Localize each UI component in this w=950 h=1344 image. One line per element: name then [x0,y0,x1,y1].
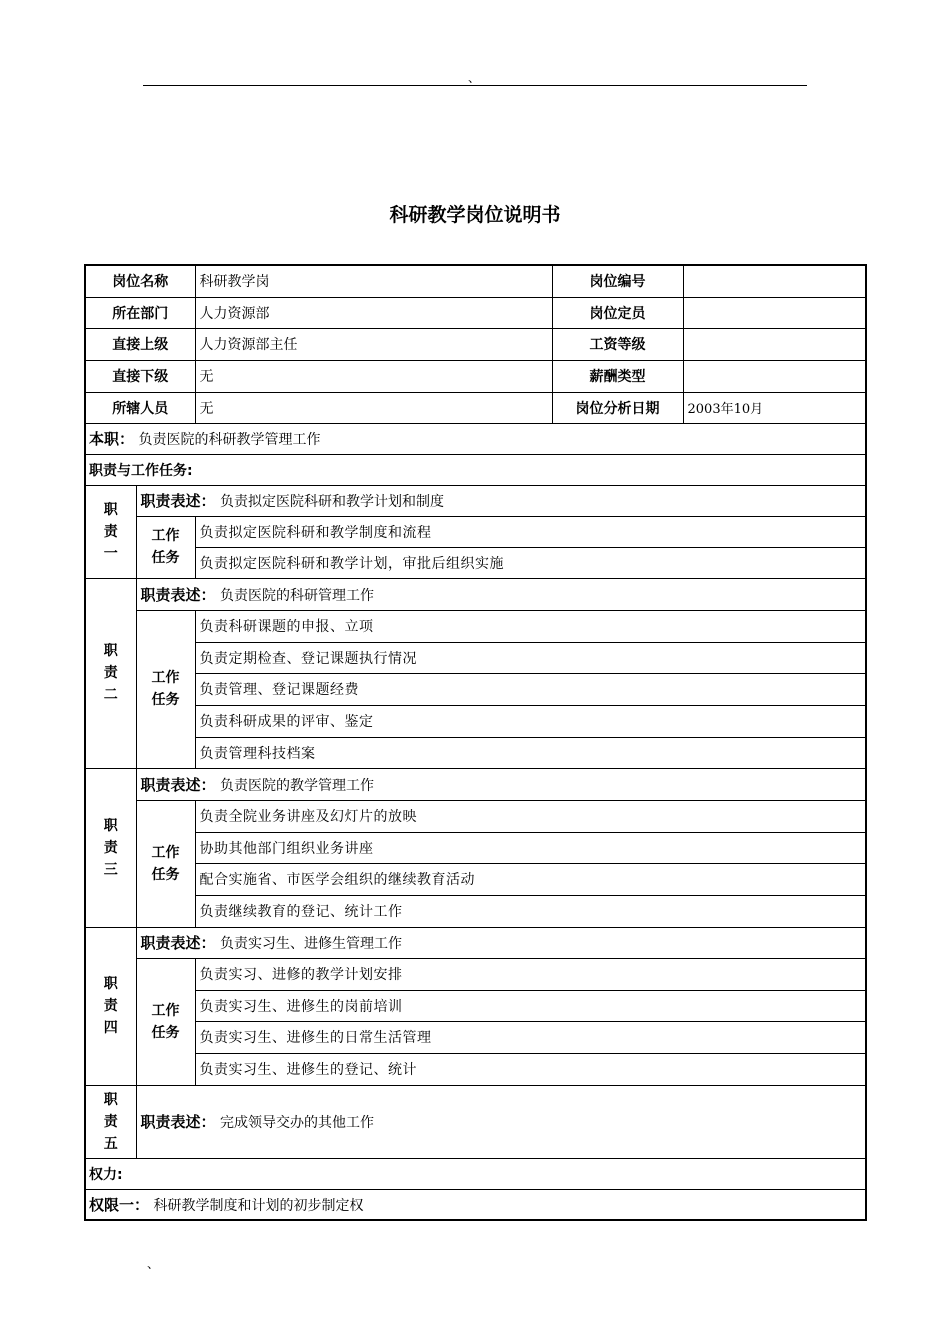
duty-5-desc-row [85,1085,866,1158]
footer-mark: 、 [147,1257,160,1271]
position-code-label: 岗位编号 [552,265,683,297]
duty-2-description: 负责医院的科研管理工作 [219,587,374,604]
duty-3-description: 负责医院的教学管理工作 [219,777,374,794]
power-header: 权力: [85,1158,866,1189]
duty-4-task-row [85,958,866,990]
duty-4-task-row [85,990,866,1021]
duty-2-task-3: 负责管理、登记课题经费 [195,673,866,705]
info-row-subordinate [85,360,866,392]
duty-1-task-row [85,516,866,547]
duty-5-desc-label: 职责表述： [140,1113,216,1131]
info-row-superior [85,328,866,360]
duty-3-task-row [85,863,866,895]
analysis-date-label: 岗位分析日期 [552,392,683,423]
duty-2-task-row [85,705,866,737]
power-item-1-label: 权限一： [89,1195,150,1214]
analysis-date-value: 2003年10月 [683,392,866,423]
duty-3-desc-label: 职责表述： [140,775,216,794]
duty-2-task-row [85,642,866,673]
duty-3-task-row [85,895,866,927]
direct-subordinate-value: 无 [195,360,552,392]
document-title: 科研教学岗位说明书 [389,204,561,226]
duty-1-description: 负责拟定医院科研和教学计划和制度 [219,494,444,510]
info-row-dept [85,297,866,328]
duty-4-tasks-label: 工作 任务 [136,958,195,1085]
position-name-label: 岗位名称 [85,265,195,297]
duty-2-task-1: 负责科研课题的申报、立项 [195,610,866,642]
main-duty-label: 本职： [89,430,135,448]
main-duty-row [85,423,866,454]
duty-2-desc-row [85,578,866,610]
duty-5-description: 完成领导交办的其他工作 [219,1115,374,1131]
header-mark: 、 [468,71,481,85]
duty-4-task-1: 负责实习、进修的教学计划安排 [195,958,866,990]
duty-4-task-2: 负责实习生、进修生的岗前培训 [195,990,866,1021]
duty-2-task-5: 负责管理科技档案 [195,737,866,768]
direct-superior-label: 直接上级 [85,328,195,360]
managed-staff-label: 所辖人员 [85,392,195,423]
duty-3-task-4: 负责继续教育的登记、统计工作 [195,895,866,927]
duty-3-task-2: 协助其他部门组织业务讲座 [195,832,866,863]
duties-header: 职责与工作任务: [85,454,866,485]
duty-3-task-1: 负责全院业务讲座及幻灯片的放映 [195,800,866,832]
info-row-name [85,265,866,297]
duties-header-row [85,454,866,485]
info-row-managed [85,392,866,423]
duty-2-task-2: 负责定期检查、登记课题执行情况 [195,642,866,673]
duty-4-desc-row [85,927,866,958]
position-code-value [683,265,866,297]
duty-3-tasks-label: 工作 任务 [136,800,195,927]
duty-2-label: 职 责 二 [85,578,136,768]
duty-2-desc-label: 职责表述： [140,585,216,604]
duty-2-task-row [85,737,866,768]
direct-superior-value: 人力资源部主任 [195,328,552,360]
duty-1-task-2: 负责拟定医院科研和教学计划，审批后组织实施 [195,547,866,578]
power-item-1-text: 科研教学制度和计划的初步制定权 [153,1197,364,1214]
duty-4-task-4: 负责实习生、进修生的登记、统计 [195,1053,866,1085]
duty-3-desc-row [85,768,866,800]
position-quota-value [683,297,866,328]
wage-grade-label: 工资等级 [552,328,683,360]
salary-type-label: 薪酬类型 [552,360,683,392]
duty-2-task-row [85,610,866,642]
duty-1-task-1: 负责拟定医院科研和教学制度和流程 [195,516,866,547]
duty-4-task-3: 负责实习生、进修生的日常生活管理 [195,1021,866,1053]
duty-3-label: 职 责 三 [85,768,136,927]
duty-4-description: 负责实习生、进修生管理工作 [219,936,402,952]
salary-type-value [683,360,866,392]
duty-4-desc-label: 职责表述： [140,934,216,952]
department-label: 所在部门 [85,297,195,328]
duty-1-tasks-label: 工作 任务 [136,516,195,578]
duty-1-task-row [85,547,866,578]
managed-staff-value: 无 [195,392,552,423]
duty-5-label: 职 责 五 [85,1085,136,1158]
direct-subordinate-label: 直接下级 [85,360,195,392]
power-header-row [85,1158,866,1189]
wage-grade-value [683,328,866,360]
duty-4-label: 职 责 四 [85,927,136,1085]
department-value: 人力资源部 [195,297,552,328]
power-item-row [85,1189,866,1220]
duty-4-task-row [85,1021,866,1053]
duty-3-task-3: 配合实施省、市医学会组织的继续教育活动 [195,863,866,895]
duty-3-task-row [85,800,866,832]
duty-2-task-row [85,673,866,705]
duty-2-tasks-label: 工作 任务 [136,610,195,768]
main-duty-text: 负责医院的科研教学管理工作 [138,432,321,448]
duty-1-label: 职 责 一 [85,485,136,578]
duty-2-task-4: 负责科研成果的评审、鉴定 [195,705,866,737]
duty-1-desc-row [85,485,866,516]
duty-4-task-row [85,1053,866,1085]
duty-3-task-row [85,832,866,863]
job-description-table [84,264,867,1221]
duty-1-desc-label: 职责表述： [140,492,216,510]
position-name-value: 科研教学岗 [195,265,552,297]
position-quota-label: 岗位定员 [552,297,683,328]
header-rule [143,85,807,86]
